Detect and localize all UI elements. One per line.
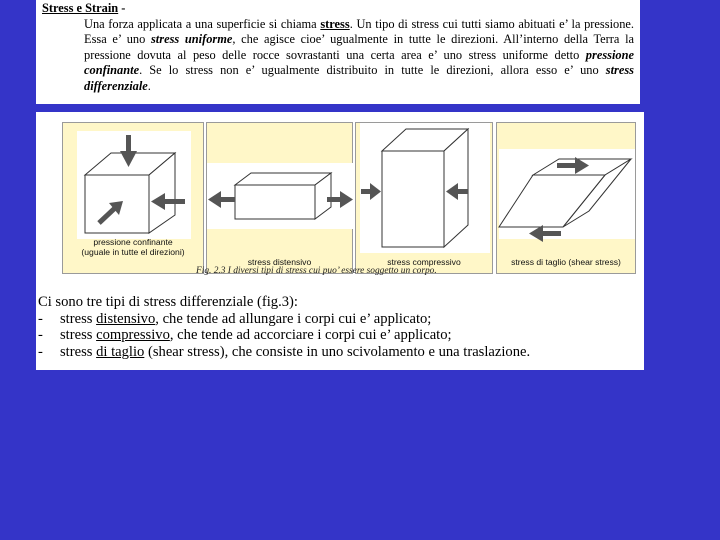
term-stress-differenziale: stress differenziale <box>84 63 634 93</box>
stress-types-list <box>38 294 638 360</box>
figure-cell-shear <box>496 122 636 274</box>
section-title-suffix: - <box>118 1 126 15</box>
block-compressive-illustration <box>356 123 494 275</box>
list-item-text: , che tende ad allungare i corpi cui e’ applicato; <box>155 310 432 327</box>
list-dash: - <box>38 310 43 327</box>
label-shear: stress di taglio (shear stress) <box>511 257 621 267</box>
list-item-text: stress <box>60 327 97 344</box>
block-tensile-illustration <box>207 123 354 275</box>
term-compressivo: compressivo <box>96 327 170 344</box>
intro-text-4: . Se lo stress non e’ ugualmente distribuito in tutte le direzioni, allora esso e’ uno <box>139 63 606 78</box>
list-item <box>38 344 638 361</box>
list-dash: - <box>38 343 43 360</box>
list-item <box>38 311 638 328</box>
label-compressive: stress compressivo <box>387 257 461 267</box>
label-confining-line2: (uguale in tutte el direzioni) <box>81 247 185 257</box>
intro-title-line <box>42 1 634 17</box>
intro-text-2: . Un tipo di stress cui tutti siamo abituati e’ la pressione. Essa e’ uno <box>84 16 634 47</box>
figure-panel <box>36 112 644 370</box>
list-item-text: , che tende ad accorciare i corpi cui e’ applicato; <box>169 327 452 344</box>
figure-cell-confining <box>62 122 204 274</box>
figure-cell-tensile <box>206 122 353 274</box>
intro-text-1: Una forza applicata a una superficie si chiama <box>84 16 321 31</box>
label-confining-line1: pressione confinante <box>93 237 173 247</box>
section-title: Stress e Strain <box>42 1 119 15</box>
list-item-text: (shear stress), che consiste in uno scivolamento e una traslazione. <box>144 343 531 360</box>
parallelogram-shear-illustration <box>497 123 637 275</box>
term-stress: stress <box>320 16 350 31</box>
list-item <box>38 327 638 344</box>
figure-caption: Fig. 2.3 I diversi tipi di stress cui puo’ essere soggetto un corpo. <box>196 266 437 276</box>
label-tensile: stress distensivo <box>247 257 312 267</box>
list-heading: Ci sono tre tipi di stress differenziale (fig.3): <box>38 294 298 310</box>
term-distensivo: distensivo <box>96 310 156 327</box>
label-confining <box>63 237 203 257</box>
intro-text-3: , che agisce cioe’ ugualmente in tutte le direzioni. All’interno della Terra la pressione dovuta al peso delle rocce sovrastanti una certa area e’ uno stress uniforme detto <box>84 32 635 62</box>
figure-cell-compressive <box>355 122 493 274</box>
list-item-text: stress <box>60 343 97 360</box>
list-item-text: stress <box>60 310 97 327</box>
intro-text-end: . <box>147 78 151 93</box>
term-stress-uniforme: stress uniforme <box>150 32 233 47</box>
intro-text-panel <box>36 0 640 104</box>
term-di-taglio: di taglio <box>96 343 145 360</box>
list-dash: - <box>38 327 43 344</box>
term-pressione-confinante: pressione confinante <box>84 47 634 78</box>
intro-paragraph <box>42 17 634 95</box>
